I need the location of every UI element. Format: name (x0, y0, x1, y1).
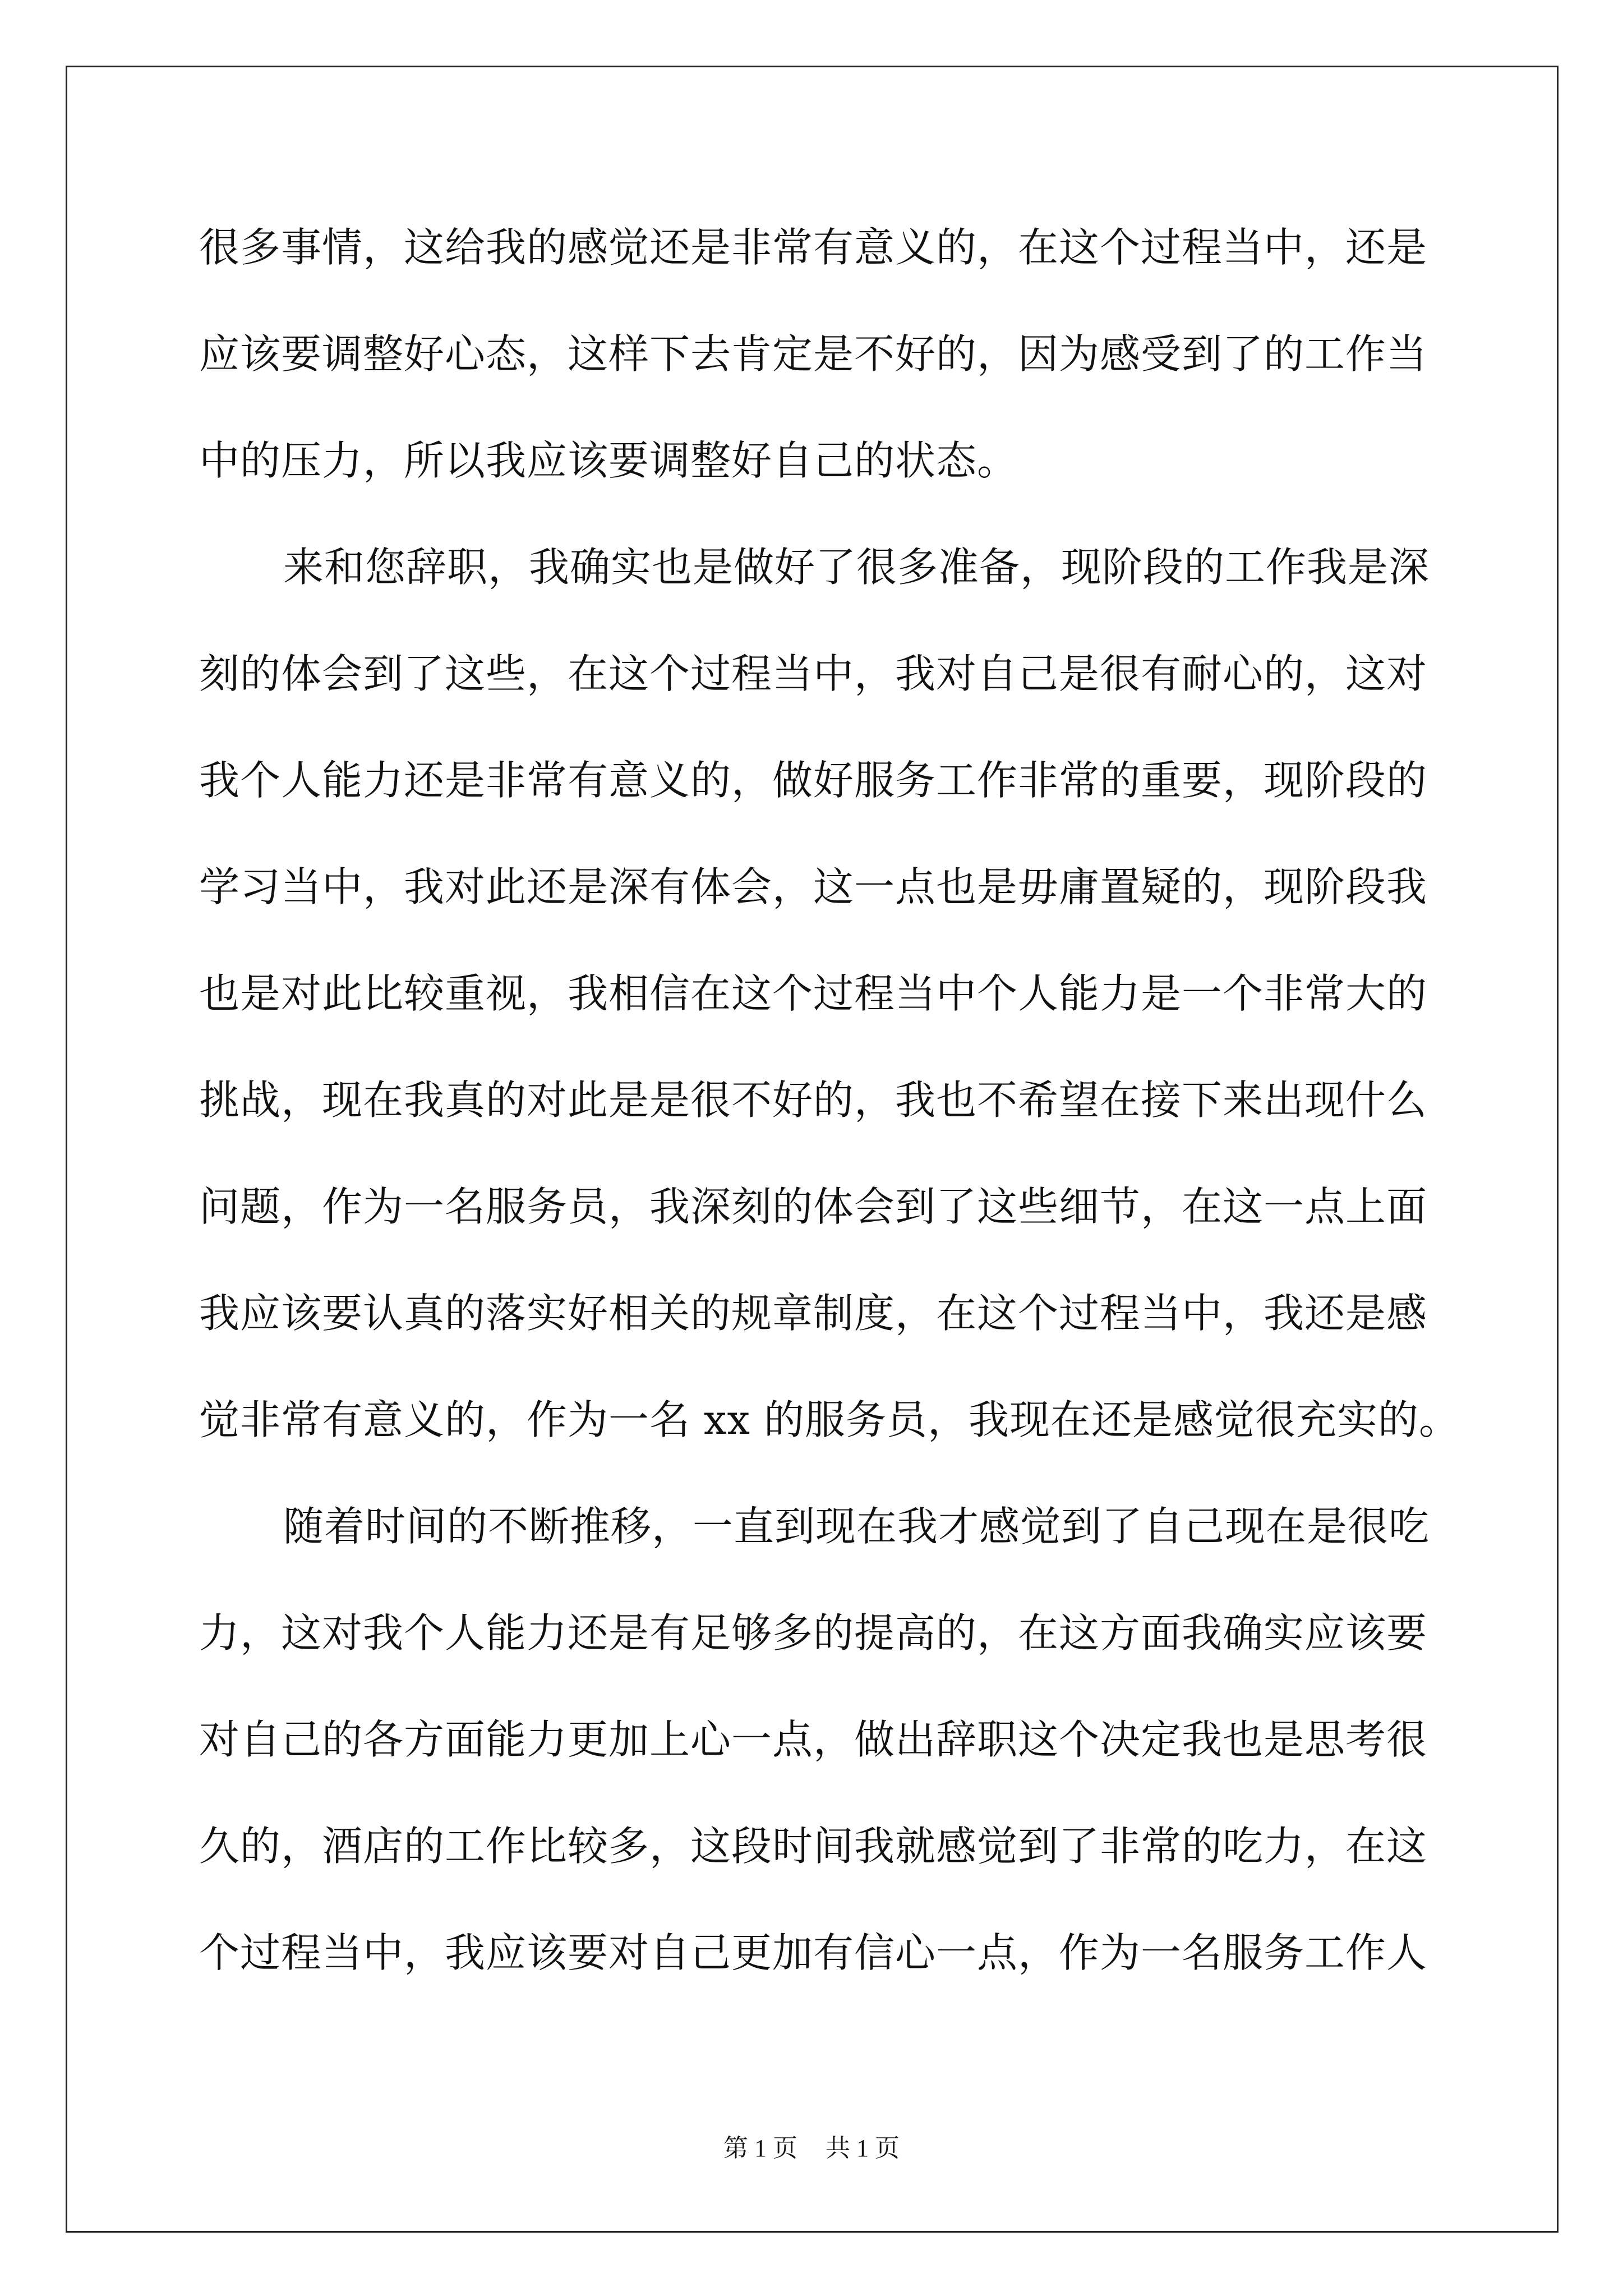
text-line: 问题，作为一名服务员，我深刻的体会到了这些细节，在这一点上面 (199, 1183, 1428, 1230)
text-line: 应该要调整好心态，这样下去肯定是不好的，因为感受到了的工作当 (199, 330, 1428, 378)
text-line: 个过程当中，我应该要对自己更加有信心一点，作为一名服务工作人 (199, 1929, 1428, 1976)
page-number-total: 共 1 页 (826, 2134, 900, 2162)
text-line: 挑战，现在我真的对此是是很不好的，我也不希望在接下来出现什么 (199, 1076, 1428, 1124)
text-line: 也是对此比较重视，我相信在这个过程当中个人能力是一个非常大的 (199, 970, 1428, 1017)
text-line: 刻的体会到了这些，在这个过程当中，我对自己是很有耐心的，这对 (199, 650, 1428, 697)
paragraph-start-line: 随着时间的不断推移，一直到现在我才感觉到了自己现在是很吃 (283, 1503, 1430, 1550)
text-line: 学习当中，我对此还是深有体会，这一点也是毋庸置疑的，现阶段我 (199, 863, 1428, 910)
document-body (199, 194, 1460, 2006)
text-line: 力，这对我个人能力还是有足够多的提高的，在这方面我确实应该要 (199, 1609, 1428, 1657)
text-line: 我应该要认真的落实好相关的规章制度，在这个过程当中，我还是感 (199, 1290, 1428, 1337)
text-line: 觉非常有意义的，作为一名 xx 的服务员，我现在还是感觉很充实的。 (199, 1396, 1460, 1443)
paragraph-start-line: 来和您辞职，我确实也是做好了很多准备，现阶段的工作我是深 (283, 544, 1430, 591)
text-line: 中的压力，所以我应该要调整好自己的状态。 (199, 437, 1018, 484)
text-line: 对自己的各方面能力更加上心一点，做出辞职这个决定我也是思考很 (199, 1716, 1428, 1763)
text-line: 很多事情，这给我的感觉还是非常有意义的，在这个过程当中，还是 (199, 224, 1428, 271)
text-line: 久的，酒店的工作比较多，这段时间我就感觉到了非常的吃力，在这 (199, 1823, 1428, 1870)
page-footer (0, 2132, 1623, 2165)
page-number-current: 第 1 页 (723, 2134, 797, 2162)
text-line: 我个人能力还是非常有意义的，做好服务工作非常的重要，现阶段的 (199, 757, 1428, 804)
